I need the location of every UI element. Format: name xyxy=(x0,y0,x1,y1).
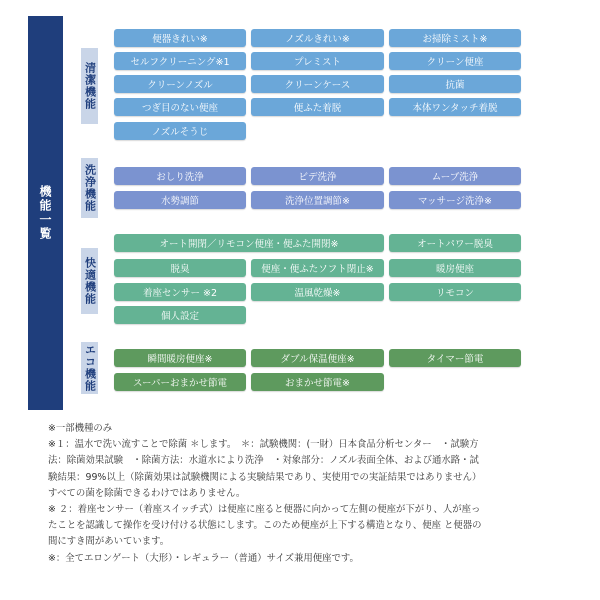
feature-button[interactable]: 便器きれい※ xyxy=(114,29,246,47)
category-label-eco: エコ機能 xyxy=(81,342,98,394)
feature-button[interactable]: 本体ワンタッチ着脱 xyxy=(389,98,521,116)
feature-button[interactable]: 着座センサー ※2 xyxy=(114,283,246,301)
feature-button[interactable]: 水勢調節 xyxy=(114,191,246,209)
feature-button[interactable]: おまかせ節電※ xyxy=(251,373,384,391)
feature-button[interactable]: オート開閉／リモコン便座・便ふた開閉※ xyxy=(114,234,384,252)
feature-button[interactable]: セルフクリーニング※1 xyxy=(114,52,246,70)
footnote-line: 法：除菌効果試験 ・除菌方法：水道水により洗浄 ・対象部分：ノズル表面全体、および通水路・試 xyxy=(48,455,479,467)
footnote-line: たことを認識して操作を受け付ける状態にします。このため便座が上下する構造となり、便座 と便器の xyxy=(48,520,482,532)
feature-button[interactable]: クリーンケース xyxy=(251,75,384,93)
category-label-cleanliness: 清潔機能 xyxy=(81,48,98,124)
feature-button[interactable]: ノズルきれい※ xyxy=(251,29,384,47)
feature-button[interactable]: オートパワー脱臭 xyxy=(389,234,521,252)
feature-button[interactable]: つぎ目のない便座 xyxy=(114,98,246,116)
footnotes xyxy=(48,421,558,567)
category-label-comfort: 快適機能 xyxy=(81,248,98,314)
footnote-line: ※ ２：着座センサー（着座スイッチ式）は便座に座ると便器に向かって左側の便座が下がり、人が座っ xyxy=(48,504,481,516)
footnote-line: 間にすき間があいています。 xyxy=(48,536,170,548)
footnote-line: 験結果：99%以上（除菌効果は試験機関による実験結果であり、実使用での実証結果ではありません） xyxy=(48,471,482,483)
footnote-line: ※１：温水で洗い流すことで除菌 ＊します。 ＊：試験機関：(一財）日本食品分析センター ・試験方 xyxy=(48,439,479,451)
feature-button[interactable]: プレミスト xyxy=(251,52,384,70)
function-list-label xyxy=(28,16,63,410)
feature-button[interactable]: 瞬間暖房便座※ xyxy=(114,349,246,367)
feature-button[interactable]: クリーンノズル xyxy=(114,75,246,93)
feature-button[interactable]: 便座・便ふたソフト閉止※ xyxy=(251,259,384,277)
feature-button[interactable]: ダブル保温便座※ xyxy=(251,349,384,367)
feature-button[interactable]: ノズルそうじ xyxy=(114,122,246,140)
feature-button[interactable]: 個人設定 xyxy=(114,306,246,324)
feature-button[interactable]: リモコン xyxy=(389,283,521,301)
feature-button[interactable]: スーパーおまかせ節電 xyxy=(114,373,246,391)
feature-button[interactable]: マッサージ洗浄※ xyxy=(389,191,521,209)
feature-button[interactable]: 洗浄位置調節※ xyxy=(251,191,384,209)
feature-button[interactable]: ムーブ洗浄 xyxy=(389,167,521,185)
category-label-washing: 洗浄機能 xyxy=(81,158,98,218)
feature-button[interactable]: 暖房便座 xyxy=(389,259,521,277)
footnote-line: ※：全てエロンゲート（大形）・レギュラー（普通）サイズ兼用便座です。 xyxy=(48,552,359,564)
feature-button[interactable]: タイマー節電 xyxy=(389,349,521,367)
feature-button[interactable]: ビデ洗浄 xyxy=(251,167,384,185)
feature-button[interactable]: 便ふた着脱 xyxy=(251,98,384,116)
function-list-text: 機能一覧 xyxy=(38,185,52,241)
footnote-line: すべての菌を除菌できるわけではありません。 xyxy=(48,487,246,499)
feature-button[interactable]: クリーン便座 xyxy=(389,52,521,70)
footnote-line: ※一部機種のみ xyxy=(48,423,113,434)
feature-button[interactable]: 温風乾燥※ xyxy=(251,283,384,301)
feature-button[interactable]: 脱臭 xyxy=(114,259,246,277)
feature-button[interactable]: 抗菌 xyxy=(389,75,521,93)
feature-button[interactable]: おしり洗浄 xyxy=(114,167,246,185)
feature-button[interactable]: お掃除ミスト※ xyxy=(389,29,521,47)
